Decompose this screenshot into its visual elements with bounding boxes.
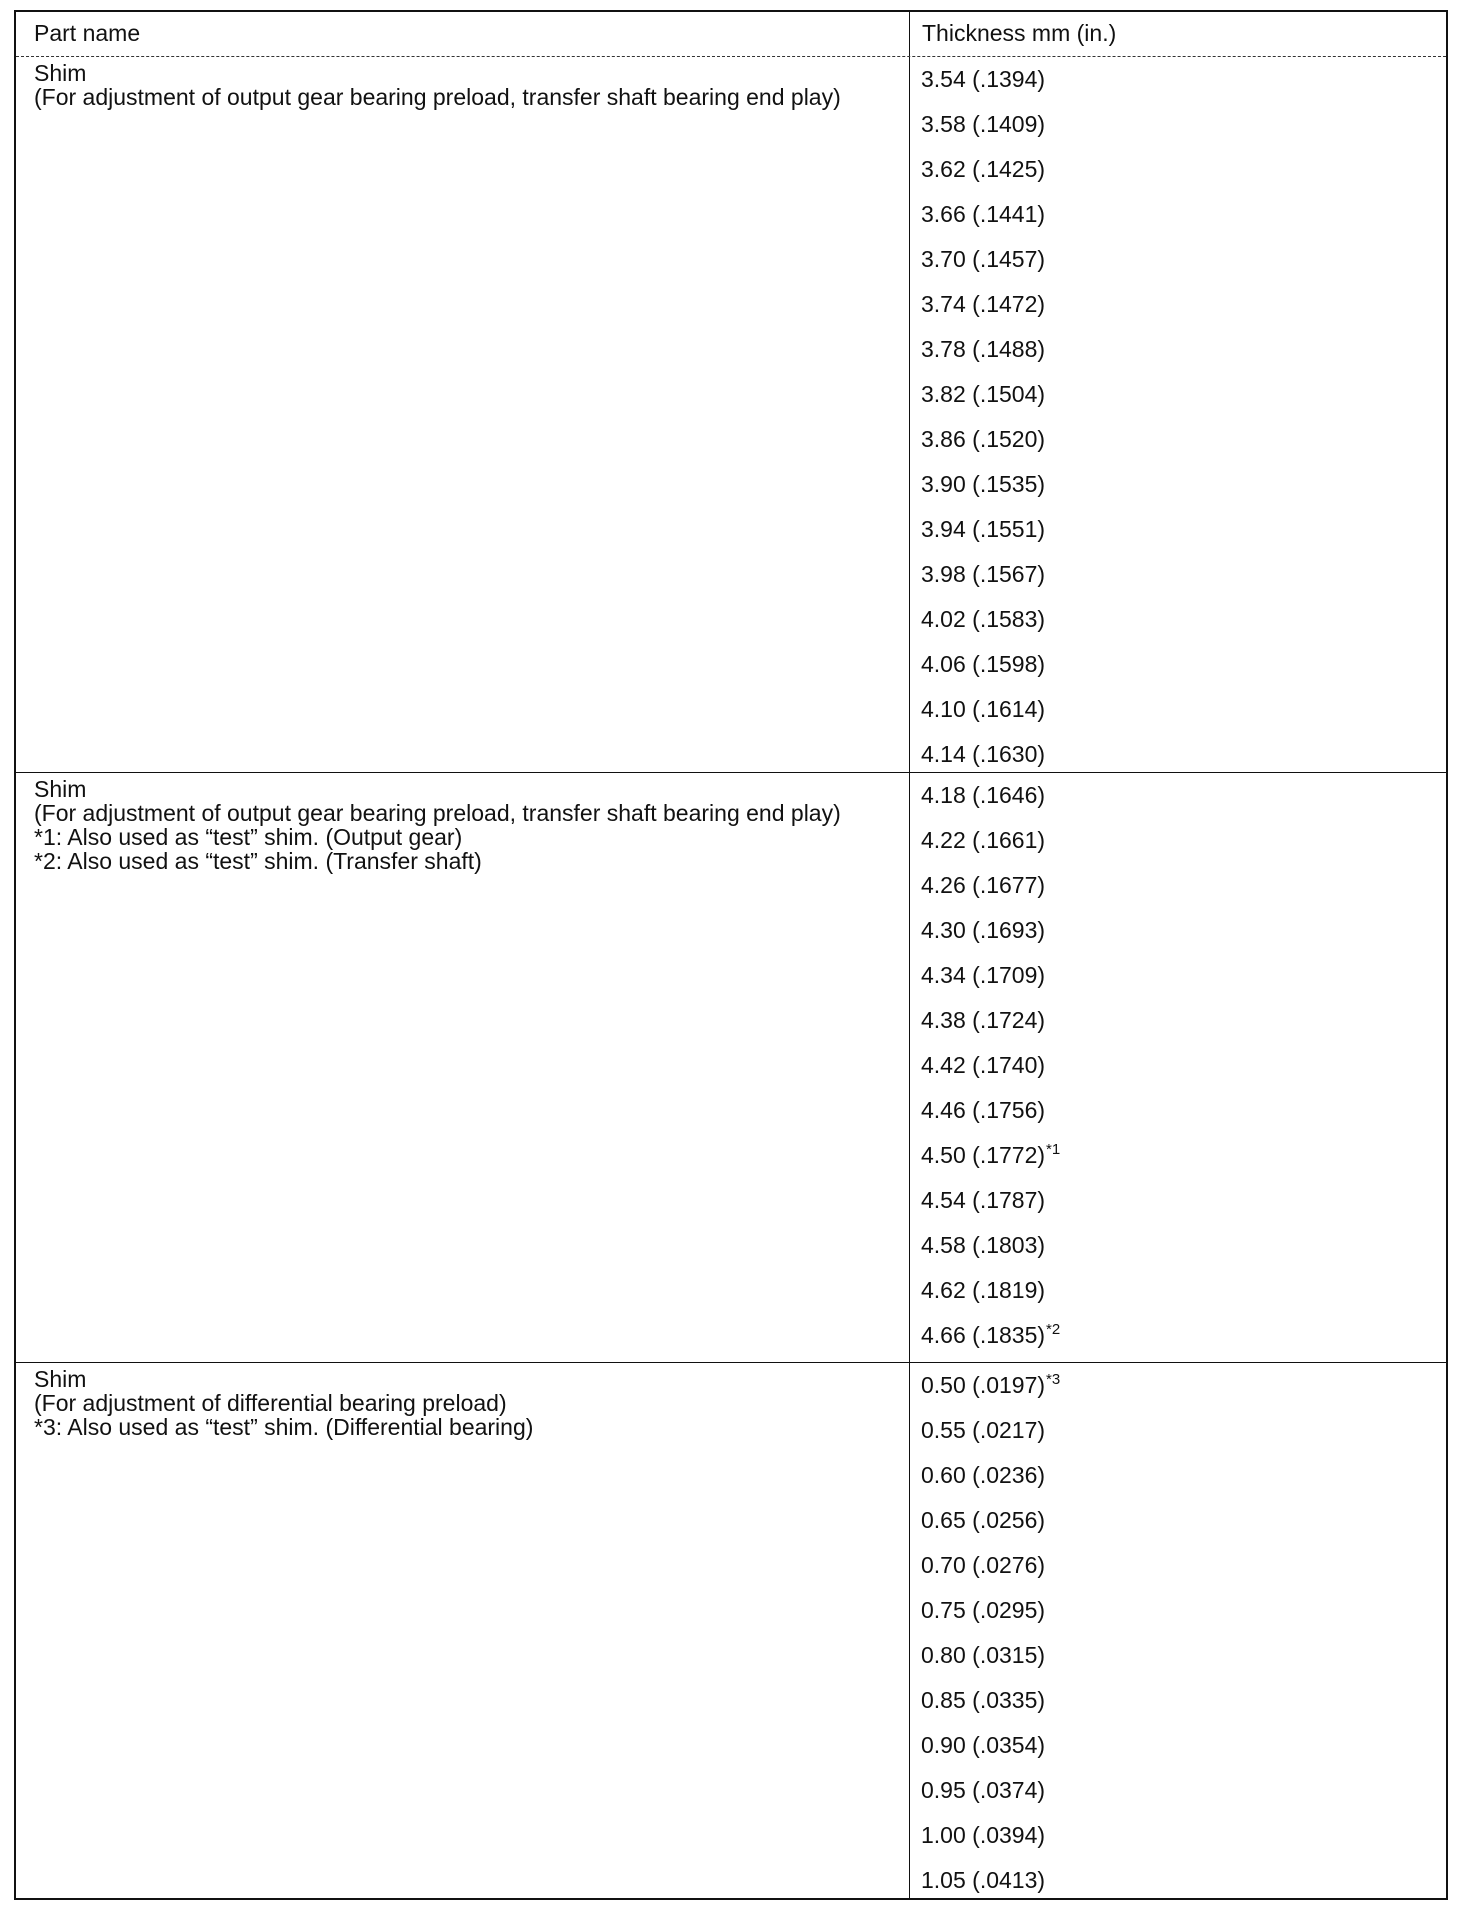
thickness-text: 4.38 (.1724): [921, 1007, 1046, 1033]
thickness-value: [917, 597, 1446, 642]
thickness-text: 3.58 (.1409): [921, 111, 1046, 137]
footnote-3: *3: Also used as “test” shim. (Differential bearing): [34, 1414, 534, 1440]
thickness-text: 4.62 (.1819): [921, 1277, 1046, 1303]
thickness-value: [917, 863, 1446, 908]
thickness-text: 0.85 (.0335): [921, 1687, 1046, 1713]
thickness-value: [917, 327, 1446, 372]
thickness-value: [917, 1313, 1446, 1358]
table-section-differential-shims: [16, 1363, 1446, 1903]
thickness-text: 0.60 (.0236): [921, 1462, 1046, 1488]
thickness-text: 3.62 (.1425): [921, 156, 1046, 182]
thickness-text: 4.46 (.1756): [921, 1097, 1046, 1123]
thickness-value: [917, 1858, 1446, 1903]
thickness-text: 4.18 (.1646): [921, 782, 1046, 808]
thickness-value: [917, 998, 1446, 1043]
thickness-text: 3.82 (.1504): [921, 381, 1046, 407]
thickness-text: 1.00 (.0394): [921, 1822, 1046, 1848]
thickness-text: 4.66 (.1835): [921, 1322, 1046, 1348]
thickness-text: 3.78 (.1488): [921, 336, 1046, 362]
thickness-value: [917, 1268, 1446, 1313]
thickness-value: [917, 1133, 1446, 1178]
thickness-text: 3.54 (.1394): [921, 66, 1046, 92]
thickness-text: 1.05 (.0413): [921, 1867, 1046, 1893]
thickness-text: 4.50 (.1772): [921, 1142, 1046, 1168]
thickness-text: 3.94 (.1551): [921, 516, 1046, 542]
thickness-text: 0.70 (.0276): [921, 1552, 1046, 1578]
thickness-value: [917, 147, 1446, 192]
thickness-value: [917, 1768, 1446, 1813]
thickness-text: 4.06 (.1598): [921, 651, 1046, 677]
footnote-marker: *2: [1046, 1321, 1061, 1338]
thickness-text: 4.14 (.1630): [921, 741, 1046, 767]
thickness-text: 4.22 (.1661): [921, 827, 1046, 853]
thickness-text: 3.98 (.1567): [921, 561, 1046, 587]
thickness-value: [917, 1363, 1446, 1408]
thickness-text: 0.90 (.0354): [921, 1732, 1046, 1758]
thickness-value: [917, 818, 1446, 863]
thickness-value: [917, 687, 1446, 732]
thickness-value: [917, 1088, 1446, 1133]
thickness-value: [917, 773, 1446, 818]
table-header-row: [16, 12, 1446, 56]
thickness-value: [917, 57, 1446, 102]
thickness-value: [917, 1223, 1446, 1268]
part-purpose: (For adjustment of differential bearing preload): [34, 1390, 507, 1416]
thickness-text: 3.74 (.1472): [921, 291, 1046, 317]
thickness-list: [917, 1363, 1446, 1903]
thickness-text: 4.26 (.1677): [921, 872, 1046, 898]
part-purpose: (For adjustment of output gear bearing preload, transfer shaft bearing end play): [34, 84, 841, 110]
thickness-text: 3.70 (.1457): [921, 246, 1046, 272]
footnote-1: *1: Also used as “test” shim. (Output gear): [34, 824, 463, 850]
thickness-value: [917, 1498, 1446, 1543]
thickness-text: 0.50 (.0197): [921, 1372, 1046, 1398]
part-title: Shim: [34, 60, 87, 86]
part-purpose: (For adjustment of output gear bearing preload, transfer shaft bearing end play): [34, 800, 841, 826]
part-description: [34, 61, 900, 109]
thickness-value: [917, 1678, 1446, 1723]
thickness-text: 0.55 (.0217): [921, 1417, 1046, 1443]
thickness-text: 4.30 (.1693): [921, 917, 1046, 943]
shim-thickness-table: [14, 10, 1448, 1900]
thickness-text: 3.66 (.1441): [921, 201, 1046, 227]
thickness-text: 0.95 (.0374): [921, 1777, 1046, 1803]
thickness-text: 4.42 (.1740): [921, 1052, 1046, 1078]
thickness-text: 4.58 (.1803): [921, 1232, 1046, 1258]
footnote-marker: *1: [1046, 1141, 1061, 1158]
thickness-text: 0.65 (.0256): [921, 1507, 1046, 1533]
thickness-value: [917, 237, 1446, 282]
thickness-text: 3.90 (.1535): [921, 471, 1046, 497]
thickness-value: [917, 1813, 1446, 1858]
part-description: [34, 1367, 900, 1439]
thickness-value: [917, 1408, 1446, 1453]
thickness-value: [917, 372, 1446, 417]
thickness-text: 3.86 (.1520): [921, 426, 1046, 452]
thickness-value: [917, 1043, 1446, 1088]
header-thickness: Thickness mm (in.): [922, 20, 1117, 46]
part-title: Shim: [34, 1366, 87, 1392]
footnote-2: *2: Also used as “test” shim. (Transfer shaft): [34, 848, 482, 874]
thickness-text: 0.80 (.0315): [921, 1642, 1046, 1668]
thickness-value: [917, 507, 1446, 552]
thickness-value: [917, 1453, 1446, 1498]
thickness-value: [917, 462, 1446, 507]
thickness-list: [917, 57, 1446, 777]
thickness-text: 4.10 (.1614): [921, 696, 1046, 722]
thickness-value: [917, 552, 1446, 597]
thickness-value: [917, 102, 1446, 147]
thickness-value: [917, 282, 1446, 327]
table-section-output-gear-shims-b: [16, 773, 1446, 1363]
thickness-value: [917, 1723, 1446, 1768]
thickness-value: [917, 1588, 1446, 1633]
thickness-value: [917, 1633, 1446, 1678]
part-description: [34, 777, 900, 873]
thickness-list: [917, 773, 1446, 1358]
thickness-text: 4.54 (.1787): [921, 1187, 1046, 1213]
thickness-value: [917, 192, 1446, 237]
table-section-output-gear-shims-a: [16, 57, 1446, 773]
thickness-value: [917, 953, 1446, 998]
thickness-value: [917, 417, 1446, 462]
thickness-value: [917, 908, 1446, 953]
thickness-text: 4.34 (.1709): [921, 962, 1046, 988]
thickness-text: 0.75 (.0295): [921, 1597, 1046, 1623]
thickness-value: [917, 732, 1446, 777]
footnote-marker: *3: [1046, 1371, 1061, 1388]
thickness-value: [917, 1543, 1446, 1588]
header-part-name: Part name: [34, 20, 141, 46]
thickness-value: [917, 1178, 1446, 1223]
thickness-text: 4.02 (.1583): [921, 606, 1046, 632]
part-title: Shim: [34, 776, 87, 802]
thickness-value: [917, 642, 1446, 687]
